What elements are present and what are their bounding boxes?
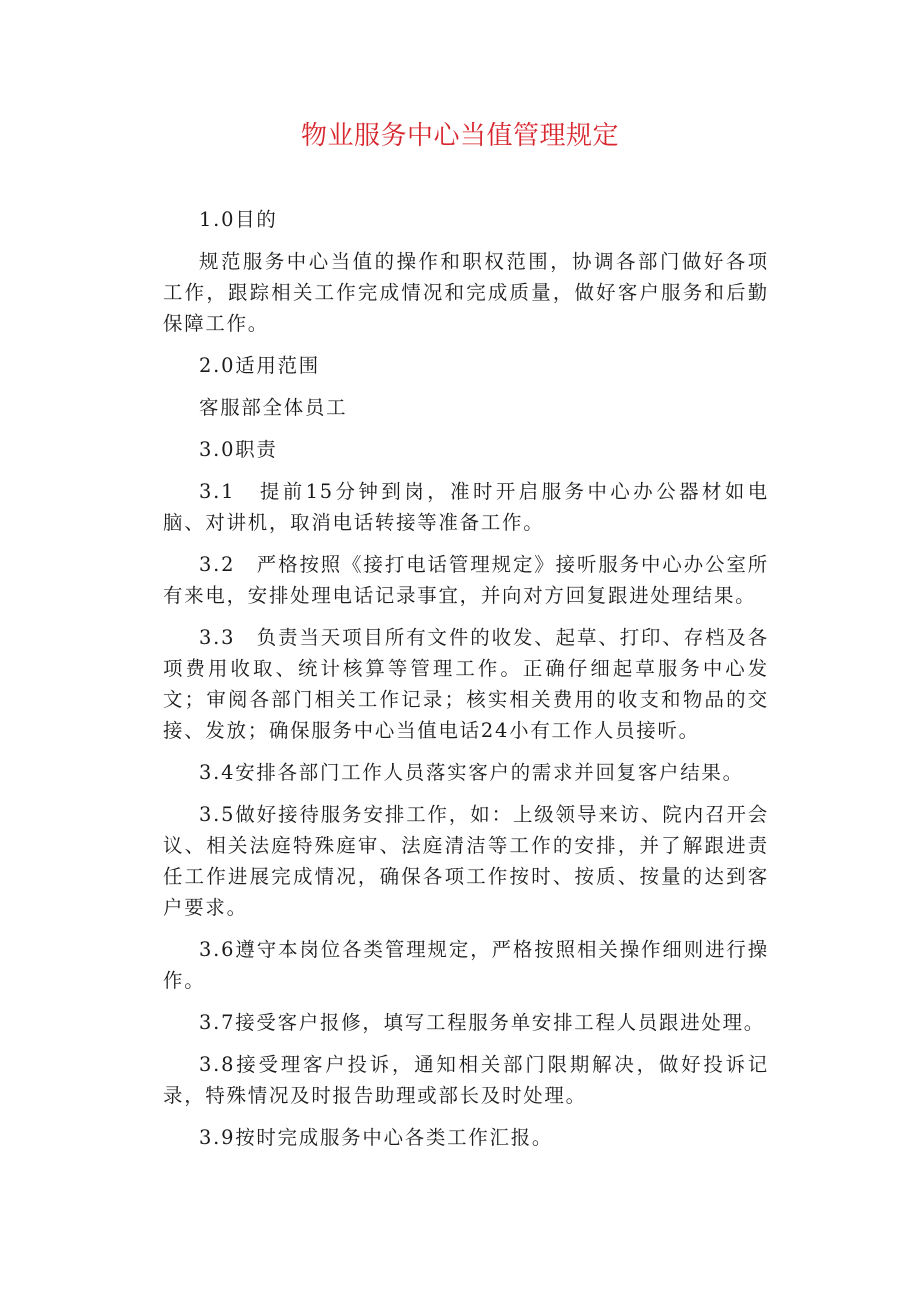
duty-item-3-3: 3.3 负责当天项目所有文件的收发、起草、打印、存档及各项费用收取、统计核算等管理工作。正确仔细起草服务中心发文；审阅各部门相关工作记录；核实相关费用的收支和物品的交接、发放；确保服务中心当值电话24小有工作人员接听。: [163, 626, 769, 742]
duty-item-3-2: 3.2 严格按照《接打电话管理规定》接听服务中心办公室所有来电，安排处理电话记录事宜，并向对方回复跟进处理结果。: [163, 553, 769, 607]
duty-item-3-7: 3.7接受客户报修，填写工程服务单安排工程人员跟进处理。: [199, 1011, 766, 1034]
document-body: [163, 204, 769, 1164]
duty-item-3-5: 3.5做好接待服务安排工作，如：上级领导来访、院内召开会议、相关法庭特殊庭审、法庭清洁等工作的安排，并了解跟进责任工作进展完成情况，确保各项工作按时、按质、按量的达到客户要求。: [163, 803, 769, 919]
duty-item-3-1: 3.1 提前15分钟到岗，准时开启服务中心办公器材如电脑、对讲机，取消电话转接等准备工作。: [163, 480, 769, 534]
duty-item-3-4: 3.4安排各部门工作人员落实客户的需求并回复客户结果。: [199, 761, 744, 784]
section-body-purpose: 规范服务中心当值的操作和职权范围，协调各部门做好各项工作，跟踪相关工作完成情况和完成质量，做好客户服务和后勤保障工作。: [163, 250, 769, 335]
section-heading-scope: 2.0适用范围: [199, 354, 320, 377]
section-body-scope: 客服部全体员工: [199, 396, 348, 419]
duty-item-3-9: 3.9按时完成服务中心各类工作汇报。: [199, 1126, 554, 1149]
duty-item-3-8: 3.8接受理客户投诉，通知相关部门限期解决，做好投诉记录，特殊情况及时报告助理或部长及时处理。: [163, 1053, 769, 1107]
duty-item-3-6: 3.6遵守本岗位各类管理规定，严格按照相关操作细则进行操作。: [163, 938, 769, 992]
section-heading-duties: 3.0职责: [199, 438, 278, 461]
document-title: 物业服务中心当值管理规定: [300, 121, 619, 151]
section-heading-purpose: 1.0目的: [199, 208, 278, 231]
